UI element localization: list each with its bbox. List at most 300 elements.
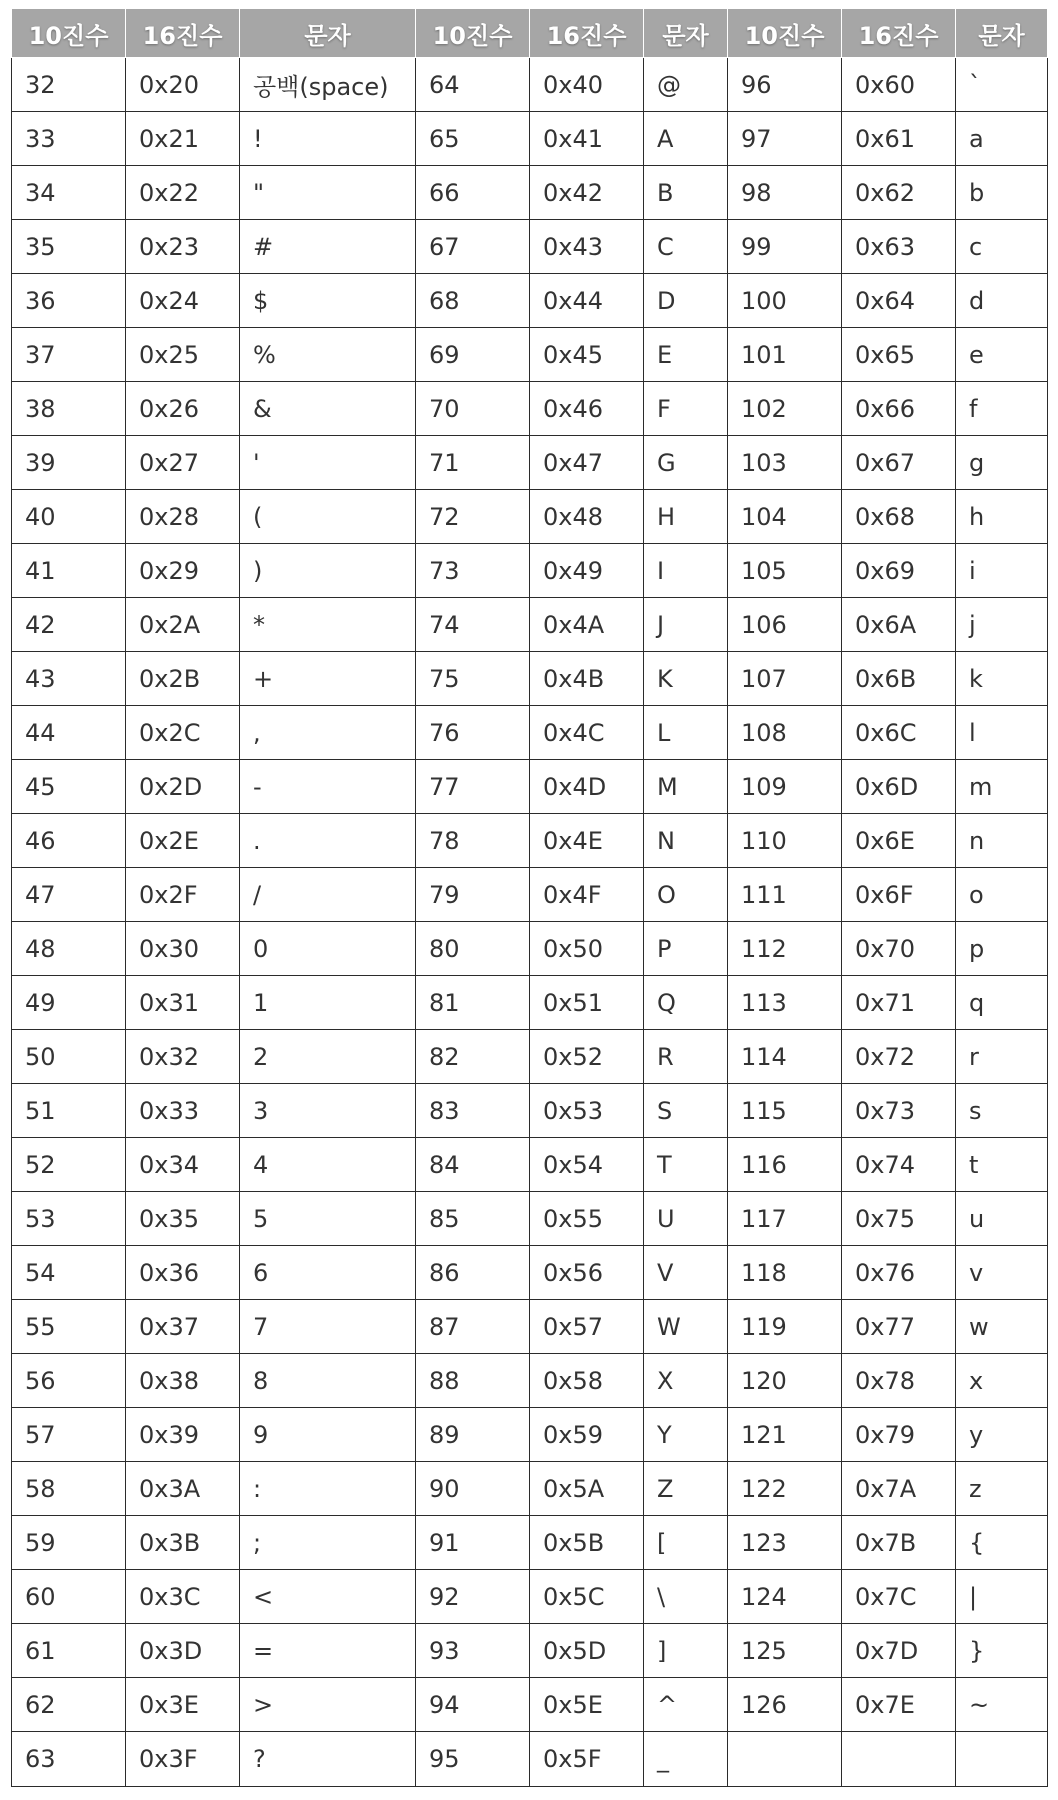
hex-cell: 0x41 (530, 112, 644, 166)
char-cell: v (956, 1246, 1048, 1300)
char-cell: t (956, 1138, 1048, 1192)
decimal-cell: 52 (12, 1138, 126, 1192)
hex-cell: 0x45 (530, 328, 644, 382)
hex-cell: 0x2B (126, 652, 240, 706)
hex-cell: 0x40 (530, 58, 644, 112)
decimal-cell: 92 (416, 1570, 530, 1624)
hex-cell: 0x3A (126, 1462, 240, 1516)
decimal-cell: 65 (416, 112, 530, 166)
char-cell: D (644, 274, 728, 328)
table-row (12, 1354, 1048, 1408)
char-cell: = (240, 1624, 416, 1678)
decimal-cell: 126 (728, 1678, 842, 1732)
decimal-cell: 106 (728, 598, 842, 652)
hex-cell: 0x23 (126, 220, 240, 274)
hex-cell: 0x24 (126, 274, 240, 328)
table-row (12, 1624, 1048, 1678)
char-cell: > (240, 1678, 416, 1732)
char-cell: < (240, 1570, 416, 1624)
decimal-cell: 85 (416, 1192, 530, 1246)
hex-cell: 0x28 (126, 490, 240, 544)
char-cell: u (956, 1192, 1048, 1246)
char-cell: S (644, 1084, 728, 1138)
hex-cell: 0x3C (126, 1570, 240, 1624)
table-row (12, 706, 1048, 760)
hex-cell: 0x31 (126, 976, 240, 1030)
char-cell: q (956, 976, 1048, 1030)
table-body (12, 58, 1048, 1787)
decimal-cell: 33 (12, 112, 126, 166)
char-cell: K (644, 652, 728, 706)
hex-cell: 0x7B (842, 1516, 956, 1570)
char-cell: E (644, 328, 728, 382)
char-cell: k (956, 652, 1048, 706)
decimal-cell: 69 (416, 328, 530, 382)
column-header-char-3: 문자 (956, 9, 1048, 58)
column-header-char-2: 문자 (644, 9, 728, 58)
char-cell: 9 (240, 1408, 416, 1462)
hex-cell: 0x6F (842, 868, 956, 922)
char-cell: b (956, 166, 1048, 220)
char-cell: " (240, 166, 416, 220)
decimal-cell: 71 (416, 436, 530, 490)
decimal-cell: 39 (12, 436, 126, 490)
char-cell: | (956, 1570, 1048, 1624)
hex-cell: 0x60 (842, 58, 956, 112)
hex-cell: 0x3F (126, 1732, 240, 1787)
decimal-cell: 47 (12, 868, 126, 922)
hex-cell: 0x42 (530, 166, 644, 220)
hex-cell: 0x68 (842, 490, 956, 544)
char-cell: g (956, 436, 1048, 490)
hex-cell: 0x3D (126, 1624, 240, 1678)
hex-cell: 0x65 (842, 328, 956, 382)
decimal-cell: 97 (728, 112, 842, 166)
hex-cell: 0x36 (126, 1246, 240, 1300)
hex-cell: 0x49 (530, 544, 644, 598)
char-cell: m (956, 760, 1048, 814)
table-row (12, 1246, 1048, 1300)
decimal-cell: 120 (728, 1354, 842, 1408)
hex-cell: 0x5B (530, 1516, 644, 1570)
char-cell: r (956, 1030, 1048, 1084)
char-cell: Q (644, 976, 728, 1030)
char-cell: J (644, 598, 728, 652)
decimal-cell: 78 (416, 814, 530, 868)
hex-cell: 0x71 (842, 976, 956, 1030)
hex-cell: 0x4F (530, 868, 644, 922)
column-header-char-1: 문자 (240, 9, 416, 58)
decimal-cell: 115 (728, 1084, 842, 1138)
hex-cell: 0x27 (126, 436, 240, 490)
table-row (12, 760, 1048, 814)
decimal-cell: 94 (416, 1678, 530, 1732)
hex-cell: 0x7C (842, 1570, 956, 1624)
decimal-cell: 80 (416, 922, 530, 976)
hex-cell: 0x61 (842, 112, 956, 166)
hex-cell: 0x5E (530, 1678, 644, 1732)
hex-cell: 0x2C (126, 706, 240, 760)
char-cell: 7 (240, 1300, 416, 1354)
hex-cell: 0x48 (530, 490, 644, 544)
hex-cell: 0x44 (530, 274, 644, 328)
char-cell: 1 (240, 976, 416, 1030)
hex-cell: 0x25 (126, 328, 240, 382)
decimal-cell: 107 (728, 652, 842, 706)
char-cell: H (644, 490, 728, 544)
decimal-cell: 34 (12, 166, 126, 220)
table-row (12, 1462, 1048, 1516)
decimal-cell: 56 (12, 1354, 126, 1408)
decimal-cell: 110 (728, 814, 842, 868)
char-cell: ? (240, 1732, 416, 1787)
hex-cell: 0x37 (126, 1300, 240, 1354)
decimal-cell: 116 (728, 1138, 842, 1192)
decimal-cell: 74 (416, 598, 530, 652)
decimal-cell: 100 (728, 274, 842, 328)
decimal-cell: 41 (12, 544, 126, 598)
char-cell: o (956, 868, 1048, 922)
decimal-cell: 93 (416, 1624, 530, 1678)
hex-cell: 0x57 (530, 1300, 644, 1354)
char-cell: I (644, 544, 728, 598)
table-row (12, 328, 1048, 382)
decimal-cell: 36 (12, 274, 126, 328)
decimal-cell: 108 (728, 706, 842, 760)
char-cell: s (956, 1084, 1048, 1138)
char-cell: 4 (240, 1138, 416, 1192)
hex-cell: 0x5F (530, 1732, 644, 1787)
char-cell: ' (240, 436, 416, 490)
decimal-cell: 112 (728, 922, 842, 976)
hex-cell: 0x38 (126, 1354, 240, 1408)
char-cell: d (956, 274, 1048, 328)
table-row (12, 1084, 1048, 1138)
decimal-cell: 72 (416, 490, 530, 544)
hex-cell: 0x54 (530, 1138, 644, 1192)
column-header-decimal-3: 10진수 (728, 9, 842, 58)
table-row (12, 1732, 1048, 1787)
decimal-cell: 113 (728, 976, 842, 1030)
hex-cell: 0x2E (126, 814, 240, 868)
decimal-cell: 104 (728, 490, 842, 544)
char-cell: O (644, 868, 728, 922)
decimal-cell: 95 (416, 1732, 530, 1787)
char-cell: 8 (240, 1354, 416, 1408)
hex-cell: 0x4E (530, 814, 644, 868)
hex-cell: 0x6A (842, 598, 956, 652)
char-cell: . (240, 814, 416, 868)
hex-cell: 0x2D (126, 760, 240, 814)
char-cell: R (644, 1030, 728, 1084)
decimal-cell: 48 (12, 922, 126, 976)
char-cell: F (644, 382, 728, 436)
decimal-cell: 84 (416, 1138, 530, 1192)
hex-cell: 0x78 (842, 1354, 956, 1408)
decimal-cell: 109 (728, 760, 842, 814)
char-cell: 공백(space) (240, 58, 416, 112)
decimal-cell: 46 (12, 814, 126, 868)
char-cell: e (956, 328, 1048, 382)
table-row (12, 976, 1048, 1030)
char-cell: : (240, 1462, 416, 1516)
decimal-cell: 58 (12, 1462, 126, 1516)
hex-cell: 0x72 (842, 1030, 956, 1084)
char-cell: j (956, 598, 1048, 652)
table-row (12, 490, 1048, 544)
hex-cell: 0x51 (530, 976, 644, 1030)
hex-cell: 0x70 (842, 922, 956, 976)
hex-cell: 0x7D (842, 1624, 956, 1678)
table-row (12, 1030, 1048, 1084)
hex-cell: 0x2A (126, 598, 240, 652)
char-cell: W (644, 1300, 728, 1354)
hex-cell: 0x74 (842, 1138, 956, 1192)
char-cell: a (956, 112, 1048, 166)
table-row (12, 544, 1048, 598)
hex-cell: 0x33 (126, 1084, 240, 1138)
hex-cell: 0x62 (842, 166, 956, 220)
hex-cell: 0x3E (126, 1678, 240, 1732)
char-cell: # (240, 220, 416, 274)
char-cell: % (240, 328, 416, 382)
decimal-cell: 122 (728, 1462, 842, 1516)
char-cell: 2 (240, 1030, 416, 1084)
decimal-cell: 38 (12, 382, 126, 436)
char-cell: ) (240, 544, 416, 598)
decimal-cell: 87 (416, 1300, 530, 1354)
table-row (12, 382, 1048, 436)
decimal-cell: 125 (728, 1624, 842, 1678)
decimal-cell: 90 (416, 1462, 530, 1516)
decimal-cell: 88 (416, 1354, 530, 1408)
decimal-cell: 57 (12, 1408, 126, 1462)
decimal-cell: 99 (728, 220, 842, 274)
hex-cell: 0x7A (842, 1462, 956, 1516)
decimal-cell: 60 (12, 1570, 126, 1624)
hex-cell: 0x75 (842, 1192, 956, 1246)
char-cell: G (644, 436, 728, 490)
decimal-cell: 124 (728, 1570, 842, 1624)
decimal-cell: 45 (12, 760, 126, 814)
table-row (12, 1678, 1048, 1732)
hex-cell: 0x6E (842, 814, 956, 868)
table-row (12, 58, 1048, 112)
table-row (12, 166, 1048, 220)
hex-cell: 0x6B (842, 652, 956, 706)
hex-cell: 0x39 (126, 1408, 240, 1462)
decimal-cell (728, 1732, 842, 1787)
char-cell: Z (644, 1462, 728, 1516)
char-cell: P (644, 922, 728, 976)
decimal-cell: 111 (728, 868, 842, 922)
table-row (12, 1570, 1048, 1624)
char-cell: / (240, 868, 416, 922)
hex-cell: 0x55 (530, 1192, 644, 1246)
decimal-cell: 89 (416, 1408, 530, 1462)
char-cell: Y (644, 1408, 728, 1462)
char-cell: f (956, 382, 1048, 436)
column-header-decimal-1: 10진수 (12, 9, 126, 58)
hex-cell: 0x64 (842, 274, 956, 328)
char-cell: ! (240, 112, 416, 166)
char-cell: ^ (644, 1678, 728, 1732)
hex-cell: 0x52 (530, 1030, 644, 1084)
decimal-cell: 105 (728, 544, 842, 598)
hex-cell: 0x6C (842, 706, 956, 760)
decimal-cell: 40 (12, 490, 126, 544)
decimal-cell: 119 (728, 1300, 842, 1354)
char-cell: w (956, 1300, 1048, 1354)
char-cell: x (956, 1354, 1048, 1408)
table-row (12, 1408, 1048, 1462)
column-header-decimal-2: 10진수 (416, 9, 530, 58)
decimal-cell: 54 (12, 1246, 126, 1300)
table-row (12, 922, 1048, 976)
decimal-cell: 118 (728, 1246, 842, 1300)
hex-cell: 0x26 (126, 382, 240, 436)
decimal-cell: 103 (728, 436, 842, 490)
decimal-cell: 98 (728, 166, 842, 220)
hex-cell: 0x53 (530, 1084, 644, 1138)
char-cell: p (956, 922, 1048, 976)
char-cell: \ (644, 1570, 728, 1624)
decimal-cell: 32 (12, 58, 126, 112)
decimal-cell: 114 (728, 1030, 842, 1084)
table-row (12, 112, 1048, 166)
decimal-cell: 77 (416, 760, 530, 814)
decimal-cell: 37 (12, 328, 126, 382)
char-cell: V (644, 1246, 728, 1300)
decimal-cell: 96 (728, 58, 842, 112)
char-cell: N (644, 814, 728, 868)
char-cell: , (240, 706, 416, 760)
decimal-cell: 86 (416, 1246, 530, 1300)
char-cell: n (956, 814, 1048, 868)
char-cell: ~ (956, 1678, 1048, 1732)
hex-cell: 0x77 (842, 1300, 956, 1354)
hex-cell: 0x22 (126, 166, 240, 220)
hex-cell: 0x66 (842, 382, 956, 436)
decimal-cell: 70 (416, 382, 530, 436)
char-cell: X (644, 1354, 728, 1408)
char-cell (956, 1732, 1048, 1787)
hex-cell: 0x50 (530, 922, 644, 976)
decimal-cell: 102 (728, 382, 842, 436)
char-cell: A (644, 112, 728, 166)
decimal-cell: 117 (728, 1192, 842, 1246)
char-cell: z (956, 1462, 1048, 1516)
decimal-cell: 67 (416, 220, 530, 274)
char-cell: * (240, 598, 416, 652)
decimal-cell: 101 (728, 328, 842, 382)
decimal-cell: 81 (416, 976, 530, 1030)
hex-cell (842, 1732, 956, 1787)
char-cell: & (240, 382, 416, 436)
decimal-cell: 53 (12, 1192, 126, 1246)
hex-cell: 0x34 (126, 1138, 240, 1192)
table-header (12, 9, 1048, 58)
decimal-cell: 83 (416, 1084, 530, 1138)
decimal-cell: 68 (416, 274, 530, 328)
hex-cell: 0x5C (530, 1570, 644, 1624)
table-row (12, 436, 1048, 490)
hex-cell: 0x30 (126, 922, 240, 976)
hex-cell: 0x79 (842, 1408, 956, 1462)
hex-cell: 0x29 (126, 544, 240, 598)
decimal-cell: 66 (416, 166, 530, 220)
table-row (12, 220, 1048, 274)
char-cell: @ (644, 58, 728, 112)
decimal-cell: 62 (12, 1678, 126, 1732)
hex-cell: 0x63 (842, 220, 956, 274)
char-cell: h (956, 490, 1048, 544)
char-cell: - (240, 760, 416, 814)
char-cell: 5 (240, 1192, 416, 1246)
char-cell: ( (240, 490, 416, 544)
hex-cell: 0x7E (842, 1678, 956, 1732)
hex-cell: 0x58 (530, 1354, 644, 1408)
hex-cell: 0x32 (126, 1030, 240, 1084)
char-cell: T (644, 1138, 728, 1192)
ascii-code-table (11, 8, 1048, 1787)
decimal-cell: 59 (12, 1516, 126, 1570)
hex-cell: 0x6D (842, 760, 956, 814)
table-row (12, 1138, 1048, 1192)
hex-cell: 0x35 (126, 1192, 240, 1246)
char-cell: ` (956, 58, 1048, 112)
hex-cell: 0x5D (530, 1624, 644, 1678)
table-row (12, 814, 1048, 868)
table-row (12, 652, 1048, 706)
table-row (12, 1192, 1048, 1246)
char-cell: ; (240, 1516, 416, 1570)
hex-cell: 0x67 (842, 436, 956, 490)
decimal-cell: 43 (12, 652, 126, 706)
hex-cell: 0x4C (530, 706, 644, 760)
char-cell: { (956, 1516, 1048, 1570)
char-cell: c (956, 220, 1048, 274)
hex-cell: 0x20 (126, 58, 240, 112)
char-cell: } (956, 1624, 1048, 1678)
char-cell: _ (644, 1732, 728, 1787)
decimal-cell: 61 (12, 1624, 126, 1678)
decimal-cell: 75 (416, 652, 530, 706)
table-row (12, 1516, 1048, 1570)
column-header-hex-2: 16진수 (530, 9, 644, 58)
char-cell: + (240, 652, 416, 706)
header-row (12, 9, 1048, 58)
hex-cell: 0x4A (530, 598, 644, 652)
char-cell: U (644, 1192, 728, 1246)
hex-cell: 0x4D (530, 760, 644, 814)
decimal-cell: 44 (12, 706, 126, 760)
char-cell: y (956, 1408, 1048, 1462)
hex-cell: 0x46 (530, 382, 644, 436)
table-row (12, 274, 1048, 328)
decimal-cell: 35 (12, 220, 126, 274)
char-cell: ] (644, 1624, 728, 1678)
table-row (12, 1300, 1048, 1354)
decimal-cell: 121 (728, 1408, 842, 1462)
hex-cell: 0x76 (842, 1246, 956, 1300)
decimal-cell: 63 (12, 1732, 126, 1787)
hex-cell: 0x47 (530, 436, 644, 490)
decimal-cell: 79 (416, 868, 530, 922)
hex-cell: 0x73 (842, 1084, 956, 1138)
hex-cell: 0x3B (126, 1516, 240, 1570)
char-cell: L (644, 706, 728, 760)
